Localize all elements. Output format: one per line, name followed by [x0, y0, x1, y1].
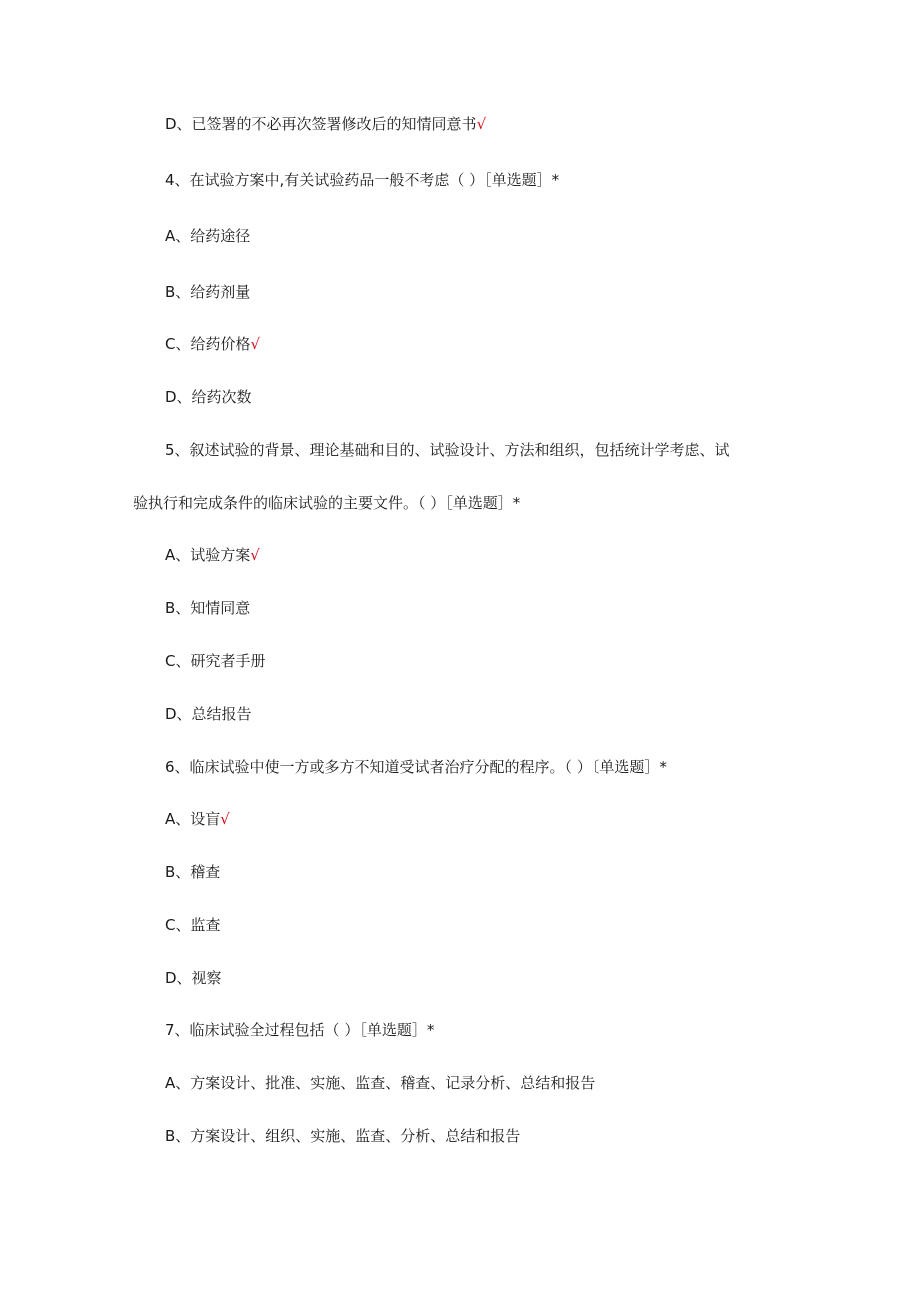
question-5-line-2: 验执行和完成条件的临床试验的主要文件。（ ）［单选题］* [133, 494, 521, 512]
option-q5-c: C、研究者手册 [165, 652, 266, 670]
option-q5-a: A、试验方案√ [165, 546, 260, 564]
option-q3-d: D、已签署的不必再次签署修改后的知情同意书√ [165, 115, 487, 133]
option-q6-d: D、视察 [165, 969, 222, 987]
check-mark-icon: √ [220, 810, 230, 828]
question-6: 6、临床试验中使一方或多方不知道受试者治疗分配的程序。（ ）〔单选题］* [165, 758, 667, 776]
check-mark-icon: √ [250, 546, 260, 564]
check-mark-icon: √ [250, 335, 261, 353]
option-q7-b: B、方案设计、组织、实施、监查、分析、总结和报告 [165, 1127, 521, 1145]
option-q6-c: C、监查 [165, 916, 221, 934]
option-q7-a: A、方案设计、批准、实施、监查、稽查、记录分析、总结和报告 [165, 1074, 596, 1092]
check-mark-icon: √ [476, 115, 487, 133]
question-7: 7、临床试验全过程包括（ ）［单选题］* [165, 1021, 435, 1039]
option-q6-a: A、设盲√ [165, 810, 230, 828]
option-q4-d: D、给药次数 [165, 388, 252, 406]
question-4: 4、在试验方案中,有关试验药品一般不考虑（ ）［单选题］* [165, 171, 560, 189]
option-q6-b: B、稽查 [165, 863, 221, 881]
option-q4-c: C、给药价格√ [165, 335, 261, 353]
option-q5-d: D、总结报告 [165, 705, 252, 723]
option-q4-b: B、给药剂量 [165, 283, 251, 301]
question-5-line-1: 5、叙述试验的背景、理论基础和目的、试验设计、方法和组织，包括统计学考虑、试 [165, 441, 730, 459]
option-q4-a: A、给药途径 [165, 227, 251, 245]
option-q5-b: B、知情同意 [165, 599, 251, 617]
